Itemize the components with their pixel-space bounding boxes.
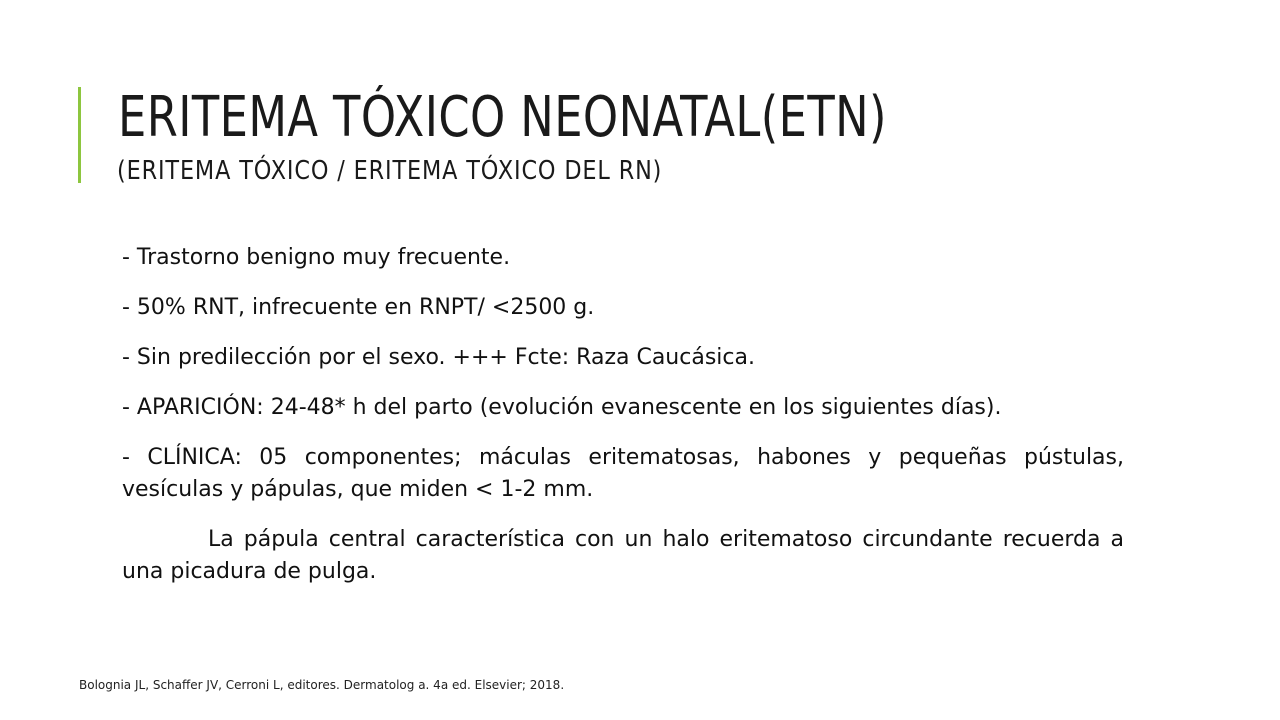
bullet-item: - 50% RNT, infrecuente en RNPT/ <2500 g. [122, 295, 595, 320]
bullet-item: - Sin predilección por el sexo. +++ Fcte: Raza Caucásica. [122, 345, 755, 370]
slide-subtitle: (ERITEMA TÓXICO / ERITEMA TÓXICO DEL RN) [117, 156, 663, 186]
bullet-item: - CLÍNICA: 05 componentes; máculas eritematosas, habones y pequeñas pústulas, vesículas y pápulas, que miden < 1-2 mm. [122, 445, 1124, 502]
title-accent-bar [78, 87, 81, 183]
slide-title: ERITEMA TÓXICO NEONATAL(ETN) [118, 85, 887, 150]
bullet-item: - APARICIÓN: 24-48* h del parto (evolución evanescente en los siguientes días). [122, 395, 1002, 420]
bullet-item: - Trastorno benigno muy frecuente. [122, 245, 511, 270]
slide-body [122, 242, 1124, 606]
description-paragraph: La pápula central característica con un halo eritematoso circundante recuerda a una picadura de pulga. [122, 527, 1124, 584]
bibliographic-reference: Bolognia JL, Schaffer JV, Cerroni L, editores. Dermatolog a. 4a ed. Elsevier; 2018. [79, 678, 565, 692]
